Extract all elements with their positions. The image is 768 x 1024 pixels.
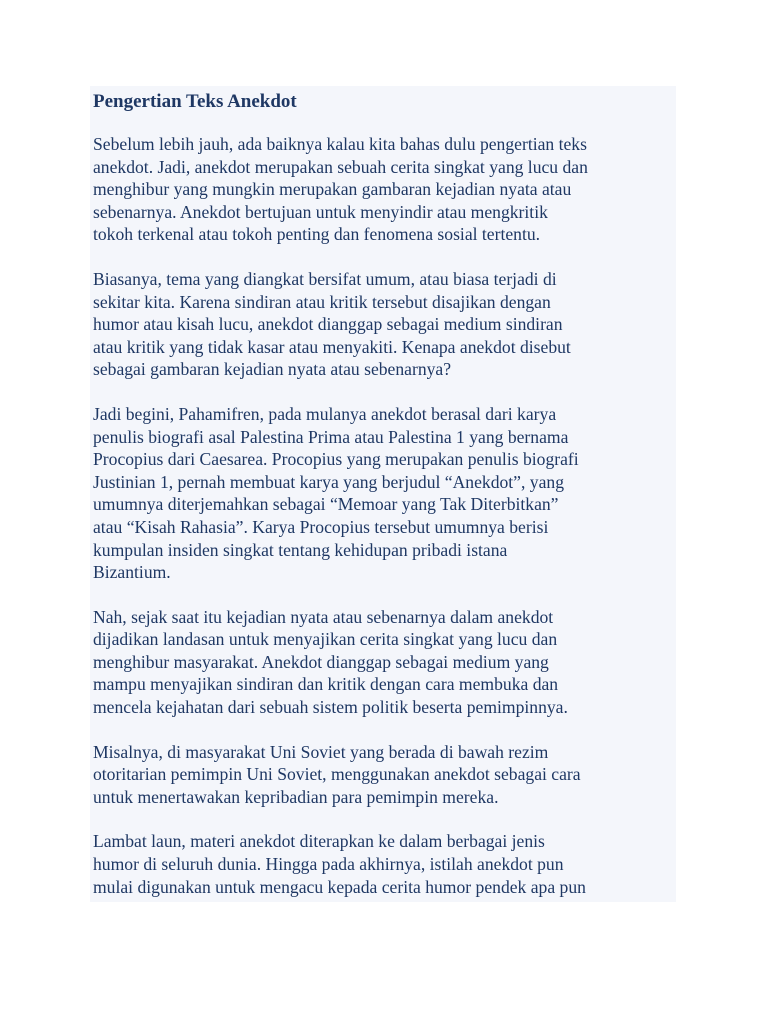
paragraph-line: sebagai gambaran kejadian nyata atau sebenarnya? xyxy=(93,359,452,380)
paragraph-2 xyxy=(93,268,675,381)
paragraph-line: sekitar kita. Karena sindiran atau kritik tersebut disajikan dengan xyxy=(93,291,551,312)
paragraph-line: mampu menyajikan sindiran dan kritik dengan cara membuka dan xyxy=(93,674,559,695)
paragraph-line: Lambat laun, materi anekdot diterapkan ke dalam berbagai jenis xyxy=(93,831,545,852)
paragraph-line: mulai digunakan untuk mengacu kepada cerita humor pendek apa pun xyxy=(93,876,586,897)
paragraph-line: anekdot. Jadi, anekdot merupakan sebuah cerita singkat yang lucu dan xyxy=(93,156,588,177)
paragraph-line: Nah, sejak saat itu kejadian nyata atau sebenarnya dalam anekdot xyxy=(93,606,554,627)
paragraph-line: Justinian 1, pernah membuat karya yang berjudul “Anekdot”, yang xyxy=(93,471,564,492)
paragraph-line: Sebelum lebih jauh, ada baiknya kalau kita bahas dulu pengertian teks xyxy=(93,134,587,154)
paragraph-line: penulis biografi asal Palestina Prima atau Palestina 1 yang bernama xyxy=(93,426,569,447)
paragraph-6 xyxy=(93,830,675,898)
paragraph-4 xyxy=(93,606,675,719)
paragraph-line: Bizantium. xyxy=(93,562,171,583)
document-page xyxy=(90,86,676,902)
paragraph-line: menghibur yang mungkin merupakan gambaran kejadian nyata atau xyxy=(93,179,572,200)
paragraph-line: umumnya diterjemahkan sebagai “Memoar yang Tak Diterbitkan” xyxy=(93,494,559,515)
paragraph-line: humor atau kisah lucu, anekdot dianggap sebagai medium sindiran xyxy=(93,314,563,335)
paragraph-line: otoritarian pemimpin Uni Soviet, menggunakan anekdot sebagai cara xyxy=(93,764,581,785)
paragraph-line: kumpulan insiden singkat tentang kehidupan pribadi istana xyxy=(93,539,508,560)
paragraph-line: Jadi begini, Pahamifren, pada mulanya anekdot berasal dari karya xyxy=(93,403,557,424)
paragraph-3 xyxy=(93,403,675,584)
paragraph-line: humor di seluruh dunia. Hingga pada akhirnya, istilah anekdot pun xyxy=(93,854,564,875)
paragraph-line: sebenarnya. Anekdot bertujuan untuk menyindir atau mengkritik xyxy=(93,201,548,222)
paragraph-line: untuk menertawakan kepribadian para pemimpin mereka. xyxy=(93,786,499,807)
paragraph-line: menghibur masyarakat. Anekdot dianggap sebagai medium yang xyxy=(93,651,549,672)
paragraph-line: Biasanya, tema yang diangkat bersifat umum, atau biasa terjadi di xyxy=(93,268,557,289)
paragraph-line: Misalnya, di masyarakat Uni Soviet yang berada di bawah rezim xyxy=(93,741,549,762)
document-content xyxy=(93,90,675,902)
paragraph-line: atau “Kisah Rahasia”. Karya Procopius tersebut umumnya berisi xyxy=(93,516,549,537)
paragraph-line: mencela kejahatan dari sebuah sistem politik beserta pemimpinnya. xyxy=(93,697,568,718)
paragraph-line: Procopius dari Caesarea. Procopius yang merupakan penulis biografi xyxy=(93,449,579,470)
paragraph-line: tokoh terkenal atau tokoh penting dan fenomena sosial tertentu. xyxy=(93,224,541,245)
paragraph-5 xyxy=(93,741,675,809)
page-title: Pengertian Teks Anekdot xyxy=(93,91,297,112)
paragraph-line: dijadikan landasan untuk menyajikan cerita singkat yang lucu dan xyxy=(93,629,558,650)
paragraph-line: atau kritik yang tidak kasar atau menyakiti. Kenapa anekdot disebut xyxy=(93,336,571,357)
paragraph-1 xyxy=(93,133,675,246)
